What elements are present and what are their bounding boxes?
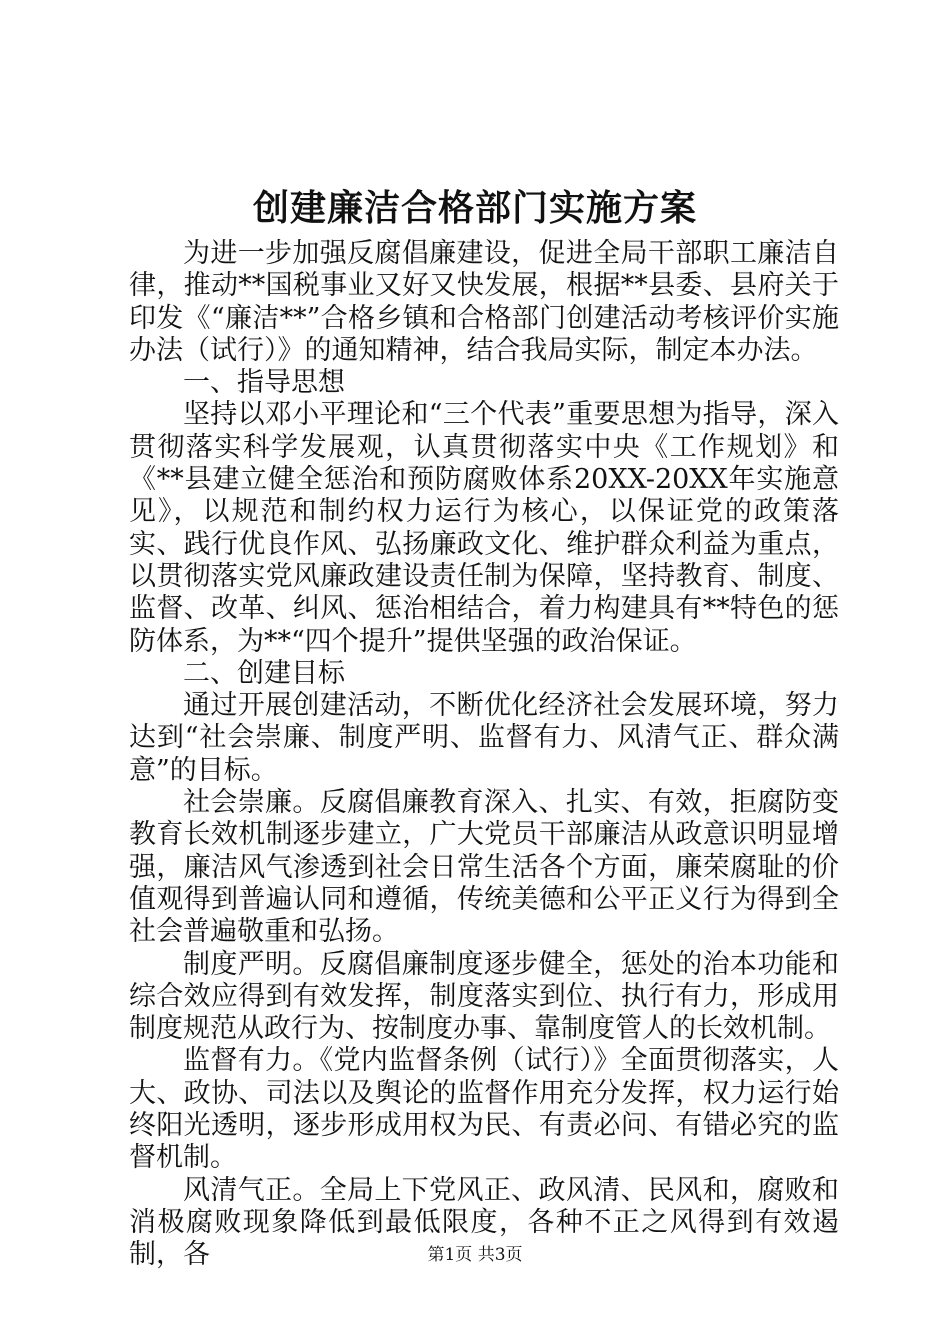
- document-title: 创建廉洁合格部门实施方案: [252, 187, 697, 229]
- section-heading-guiding-ideology: 一、指导思想: [183, 367, 345, 399]
- guiding-ideology-paragraph: 坚持以邓小平理论和“三个代表”重要思想为指导，深入贯彻落实科学发展观，认真贯彻落实中央《工作规划》和《**县建立健全惩治和预防腐败体系20XX-20XX年实施意见》，以规范和制约权力运行为核心，以保证党的政策落实、践行优良作风、弘扬廉政文化、维护群众利益为重点，以贯彻落实党风廉政建设责任制为保障，坚持教育、制度、监督、改革、纠风、惩治相结合，着力构建具有**特色的惩防体系，为**“四个提升”提供坚强的政治保证。: [129, 399, 839, 657]
- goals-paragraph: 通过开展创建活动，不断优化经济社会发展环境，努力达到“社会崇廉、制度严明、监督有力、风清气正、群众满意”的目标。: [129, 690, 839, 786]
- goal-strict-system-paragraph: 制度严明。反腐倡廉制度逐步健全，惩处的治本功能和综合效应得到有效发挥，制度落实到位、执行有力，形成用制度规范从政行为、按制度办事、靠制度管人的长效机制。: [129, 948, 839, 1045]
- goal-effective-supervision-paragraph: 监督有力。《党内监督条例（试行）》全面贯彻落实，人大、政协、司法以及舆论的监督作用充分发挥，权力运行始终阳光透明，逐步形成用权为民、有责必问、有错必究的监督机制。: [129, 1045, 839, 1174]
- section-heading-goals: 二、创建目标: [183, 657, 345, 689]
- goal-clean-atmosphere-paragraph: 风清气正。全局上下党风正、政风清、民风和，腐败和消极腐败现象降低到最低限度，各种不正之风得到有效遏制，各: [129, 1174, 839, 1271]
- goal-social-integrity-paragraph: 社会崇廉。反腐倡廉教育深入、扎实、有效，拒腐防变教育长效机制逐步建立，广大党员干部廉洁从政意识明显增强，廉洁风气渗透到社会日常生活各个方面，廉荣腐耻的价值观得到普遍认同和遵循，传统美德和公平正义行为得到全社会普遍敬重和弘扬。: [129, 787, 839, 948]
- page-number-footer: 第1页 共3页: [427, 1245, 523, 1265]
- intro-paragraph: 为进一步加强反腐倡廉建设，促进全局干部职工廉洁自律，推动**国税事业又好又快发展，根据**县委、县府关于印发《“廉洁**”合格乡镇和合格部门创建活动考核评价实施办法（试行）》的通知精神，结合我局实际，制定本办法。: [129, 238, 839, 366]
- document-body: [129, 238, 839, 1272]
